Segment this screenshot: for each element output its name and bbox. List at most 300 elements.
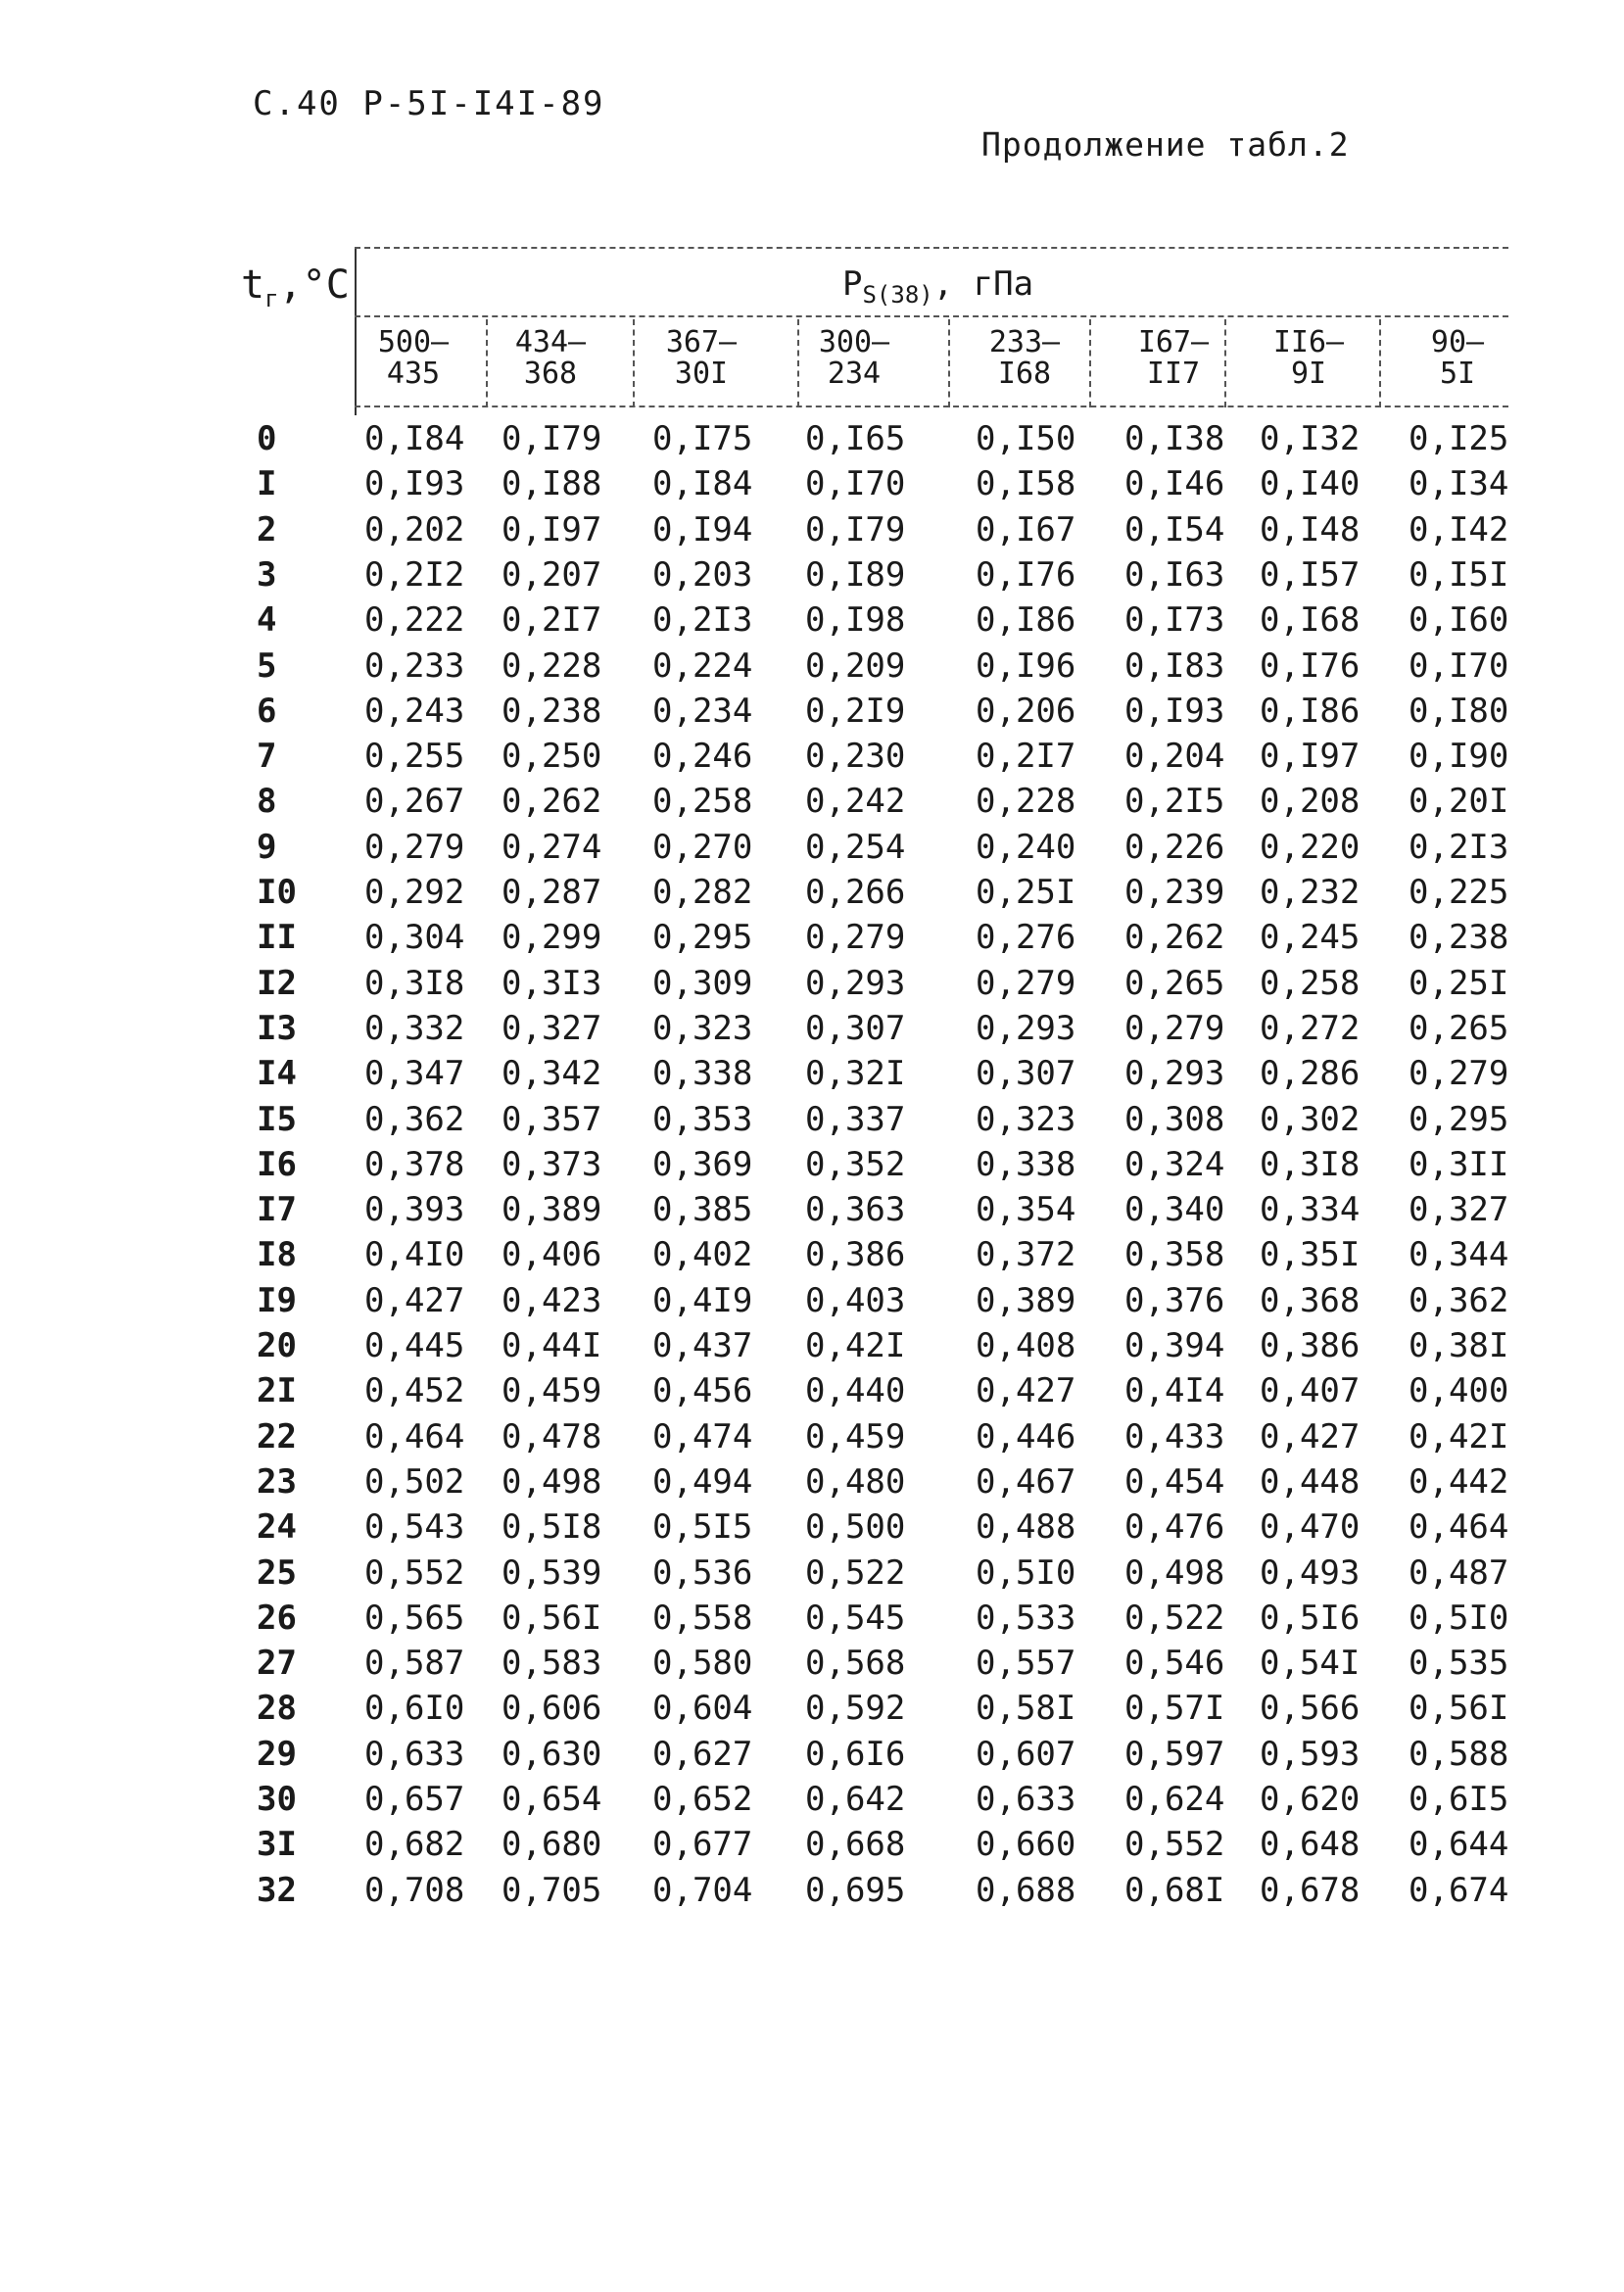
- value-cell: 0,545: [805, 1598, 906, 1638]
- column-header: II6– 9I: [1272, 325, 1345, 391]
- temperature-cell: 4: [257, 600, 277, 641]
- temperature-cell: 29: [257, 1734, 297, 1774]
- value-cell: 0,445: [364, 1326, 465, 1365]
- column-separator: [633, 319, 635, 407]
- value-cell: 0,593: [1260, 1734, 1361, 1774]
- value-cell: 0,68I: [1124, 1870, 1225, 1910]
- value-cell: 0,533: [976, 1598, 1076, 1638]
- value-cell: 0,I93: [1124, 691, 1225, 731]
- value-cell: 0,6I5: [1409, 1780, 1509, 1819]
- value-cell: 0,I89: [805, 554, 906, 595]
- value-cell: 0,2I7: [502, 600, 602, 641]
- value-cell: 0,I97: [1260, 737, 1361, 777]
- value-cell: 0,238: [502, 691, 602, 731]
- value-cell: 0,I75: [652, 419, 753, 458]
- temperature-cell: 8: [257, 782, 277, 822]
- value-cell: 0,234: [652, 691, 753, 731]
- value-cell: 0,607: [976, 1734, 1076, 1774]
- value-cell: 0,705: [502, 1870, 602, 1910]
- column-header: I67– II7: [1137, 325, 1210, 391]
- table-row: [0, 646, 1624, 692]
- value-cell: 0,I67: [976, 509, 1076, 549]
- value-cell: 0,389: [502, 1190, 602, 1230]
- value-cell: 0,279: [1409, 1054, 1509, 1094]
- value-cell: 0,209: [805, 645, 906, 686]
- value-cell: 0,35I: [1260, 1235, 1361, 1275]
- value-cell: 0,606: [502, 1689, 602, 1729]
- row-header-label: $t_г,^\circ С$: [241, 263, 350, 312]
- value-cell: 0,323: [652, 1008, 753, 1048]
- temperature-cell: 26: [257, 1598, 297, 1638]
- column-separator: [948, 319, 950, 407]
- table-row: [0, 1417, 1624, 1462]
- value-cell: 0,246: [652, 737, 753, 777]
- temperature-cell: 25: [257, 1552, 297, 1593]
- value-cell: 0,I34: [1409, 464, 1509, 504]
- table-row: [0, 1599, 1624, 1644]
- temperature-cell: II: [257, 918, 297, 958]
- table-row: [0, 1145, 1624, 1190]
- column-separator: [797, 319, 799, 407]
- value-cell: 0,478: [502, 1416, 602, 1456]
- column-header: 90– 5I: [1430, 325, 1485, 391]
- table-row: [0, 600, 1624, 645]
- value-cell: 0,565: [364, 1598, 465, 1638]
- value-cell: 0,583: [502, 1644, 602, 1684]
- value-cell: 0,207: [502, 554, 602, 595]
- temperature-cell: 2I: [257, 1371, 297, 1411]
- table-row: [0, 1371, 1624, 1416]
- table-row: [0, 1825, 1624, 1870]
- value-cell: 0,423: [502, 1280, 602, 1320]
- value-cell: 0,I76: [976, 554, 1076, 595]
- value-cell: 0,688: [976, 1870, 1076, 1910]
- temperature-cell: I5: [257, 1099, 297, 1139]
- temperature-cell: I3: [257, 1008, 297, 1048]
- value-cell: 0,307: [805, 1008, 906, 1048]
- value-cell: 0,580: [652, 1644, 753, 1684]
- value-cell: 0,292: [364, 873, 465, 912]
- value-cell: 0,204: [1124, 737, 1225, 777]
- value-cell: 0,20I: [1409, 782, 1509, 822]
- value-cell: 0,2I2: [364, 554, 465, 595]
- value-cell: 0,I5I: [1409, 554, 1509, 595]
- value-cell: 0,427: [976, 1371, 1076, 1411]
- value-cell: 0,568: [805, 1644, 906, 1684]
- value-cell: 0,498: [1124, 1552, 1225, 1593]
- value-cell: 0,552: [1124, 1825, 1225, 1865]
- value-cell: 0,I65: [805, 419, 906, 458]
- temperature-cell: 22: [257, 1416, 297, 1456]
- value-cell: 0,I86: [1260, 691, 1361, 731]
- value-cell: 0,592: [805, 1689, 906, 1729]
- value-cell: 0,437: [652, 1326, 753, 1365]
- value-cell: 0,293: [976, 1008, 1076, 1048]
- value-cell: 0,232: [1260, 873, 1361, 912]
- value-cell: 0,464: [1409, 1507, 1509, 1548]
- temperature-cell: I2: [257, 963, 297, 1003]
- value-cell: 0,597: [1124, 1734, 1225, 1774]
- table-row: [0, 1100, 1624, 1145]
- temperature-cell: I8: [257, 1235, 297, 1275]
- value-cell: 0,203: [652, 554, 753, 595]
- value-cell: 0,476: [1124, 1507, 1225, 1548]
- value-cell: 0,240: [976, 827, 1076, 867]
- value-cell: 0,353: [652, 1099, 753, 1139]
- value-cell: 0,5I6: [1260, 1598, 1361, 1638]
- value-cell: 0,668: [805, 1825, 906, 1865]
- value-cell: 0,262: [1124, 918, 1225, 958]
- value-cell: 0,230: [805, 737, 906, 777]
- value-cell: 0,442: [1409, 1461, 1509, 1502]
- temperature-cell: 7: [257, 737, 277, 777]
- value-cell: 0,587: [364, 1644, 465, 1684]
- value-cell: 0,2I9: [805, 691, 906, 731]
- value-cell: 0,394: [1124, 1326, 1225, 1365]
- table-row: [0, 1553, 1624, 1599]
- temperature-cell: 24: [257, 1507, 297, 1548]
- table-row: [0, 692, 1624, 737]
- value-cell: 0,295: [1409, 1099, 1509, 1139]
- value-cell: 0,I70: [1409, 645, 1509, 686]
- value-cell: 0,627: [652, 1734, 753, 1774]
- value-cell: 0,279: [805, 918, 906, 958]
- value-cell: 0,239: [1124, 873, 1225, 912]
- value-cell: 0,245: [1260, 918, 1361, 958]
- value-cell: 0,307: [976, 1054, 1076, 1094]
- value-cell: 0,265: [1124, 963, 1225, 1003]
- value-cell: 0,459: [502, 1371, 602, 1411]
- value-cell: 0,624: [1124, 1780, 1225, 1819]
- value-cell: 0,630: [502, 1734, 602, 1774]
- value-cell: 0,I80: [1409, 691, 1509, 731]
- value-cell: 0,338: [976, 1144, 1076, 1184]
- value-cell: 0,440: [805, 1371, 906, 1411]
- value-cell: 0,403: [805, 1280, 906, 1320]
- table-continuation-title: Продолжение табл.2: [981, 125, 1350, 164]
- value-cell: 0,2I3: [652, 600, 753, 641]
- value-cell: 0,I86: [976, 600, 1076, 641]
- value-cell: 0,57I: [1124, 1689, 1225, 1729]
- value-cell: 0,2I5: [1124, 782, 1225, 822]
- value-cell: 0,342: [502, 1054, 602, 1094]
- value-cell: 0,279: [976, 963, 1076, 1003]
- table-row: [0, 1507, 1624, 1552]
- table-row: [0, 510, 1624, 555]
- table-row: [0, 1644, 1624, 1689]
- value-cell: 0,I90: [1409, 737, 1509, 777]
- value-cell: 0,427: [364, 1280, 465, 1320]
- value-cell: 0,293: [1124, 1054, 1225, 1094]
- value-cell: 0,474: [652, 1416, 753, 1456]
- value-cell: 0,42I: [1409, 1416, 1509, 1456]
- value-cell: 0,I76: [1260, 645, 1361, 686]
- value-cell: 0,5I0: [976, 1552, 1076, 1593]
- value-cell: 0,I63: [1124, 554, 1225, 595]
- value-cell: 0,338: [652, 1054, 753, 1094]
- column-header: 500– 435: [377, 325, 450, 391]
- value-cell: 0,340: [1124, 1190, 1225, 1230]
- value-cell: 0,464: [364, 1416, 465, 1456]
- value-cell: 0,498: [502, 1461, 602, 1502]
- table-row: [0, 555, 1624, 600]
- value-cell: 0,I46: [1124, 464, 1225, 504]
- value-cell: 0,677: [652, 1825, 753, 1865]
- value-cell: 0,680: [502, 1825, 602, 1865]
- value-cell: 0,500: [805, 1507, 906, 1548]
- value-cell: 0,386: [1260, 1326, 1361, 1365]
- value-cell: 0,267: [364, 782, 465, 822]
- value-cell: 0,376: [1124, 1280, 1225, 1320]
- value-cell: 0,I25: [1409, 419, 1509, 458]
- value-cell: 0,250: [502, 737, 602, 777]
- value-cell: 0,327: [502, 1008, 602, 1048]
- value-cell: 0,243: [364, 691, 465, 731]
- value-cell: 0,494: [652, 1461, 753, 1502]
- value-cell: 0,282: [652, 873, 753, 912]
- table-row: [0, 1009, 1624, 1054]
- value-cell: 0,I70: [805, 464, 906, 504]
- temperature-cell: 0: [257, 419, 277, 458]
- table-row: [0, 1871, 1624, 1916]
- value-cell: 0,202: [364, 509, 465, 549]
- value-cell: 0,I60: [1409, 600, 1509, 641]
- value-cell: 0,I57: [1260, 554, 1361, 595]
- value-cell: 0,220: [1260, 827, 1361, 867]
- temperature-cell: 27: [257, 1644, 297, 1684]
- value-cell: 0,535: [1409, 1644, 1509, 1684]
- value-cell: 0,674: [1409, 1870, 1509, 1910]
- value-cell: 0,25I: [976, 873, 1076, 912]
- table-row: [0, 1780, 1624, 1825]
- value-cell: 0,327: [1409, 1190, 1509, 1230]
- table-row: [0, 1462, 1624, 1507]
- table-row: [0, 873, 1624, 918]
- value-cell: 0,648: [1260, 1825, 1361, 1865]
- value-cell: 0,224: [652, 645, 753, 686]
- value-cell: 0,362: [1409, 1280, 1509, 1320]
- temperature-cell: 23: [257, 1461, 297, 1502]
- value-cell: 0,323: [976, 1099, 1076, 1139]
- value-cell: 0,I38: [1124, 419, 1225, 458]
- temperature-cell: I0: [257, 873, 297, 912]
- table-row: [0, 918, 1624, 963]
- value-cell: 0,I93: [364, 464, 465, 504]
- value-cell: 0,4I4: [1124, 1371, 1225, 1411]
- value-cell: 0,470: [1260, 1507, 1361, 1548]
- value-cell: 0,588: [1409, 1734, 1509, 1774]
- value-cell: 0,5I8: [502, 1507, 602, 1548]
- value-cell: 0,254: [805, 827, 906, 867]
- value-cell: 0,386: [805, 1235, 906, 1275]
- value-cell: 0,32I: [805, 1054, 906, 1094]
- temperature-cell: I7: [257, 1190, 297, 1230]
- value-cell: 0,I79: [805, 509, 906, 549]
- value-cell: 0,368: [1260, 1280, 1361, 1320]
- value-cell: 0,262: [502, 782, 602, 822]
- column-separator: [1089, 319, 1091, 407]
- value-cell: 0,678: [1260, 1870, 1361, 1910]
- table-top-rule: [355, 247, 1508, 249]
- value-cell: 0,225: [1409, 873, 1509, 912]
- value-cell: 0,226: [1124, 827, 1225, 867]
- value-cell: 0,337: [805, 1099, 906, 1139]
- value-cell: 0,38I: [1409, 1326, 1509, 1365]
- table-row: [0, 1054, 1624, 1099]
- value-cell: 0,286: [1260, 1054, 1361, 1094]
- value-cell: 0,354: [976, 1190, 1076, 1230]
- temperature-cell: I6: [257, 1144, 297, 1184]
- value-cell: 0,557: [976, 1644, 1076, 1684]
- value-cell: 0,378: [364, 1144, 465, 1184]
- value-cell: 0,448: [1260, 1461, 1361, 1502]
- value-cell: 0,467: [976, 1461, 1076, 1502]
- value-cell: 0,347: [364, 1054, 465, 1094]
- value-cell: 0,276: [976, 918, 1076, 958]
- value-cell: 0,400: [1409, 1371, 1509, 1411]
- value-cell: 0,657: [364, 1780, 465, 1819]
- value-cell: 0,299: [502, 918, 602, 958]
- value-cell: 0,344: [1409, 1235, 1509, 1275]
- temperature-cell: I4: [257, 1054, 297, 1094]
- value-cell: 0,I68: [1260, 600, 1361, 641]
- value-cell: 0,I83: [1124, 645, 1225, 686]
- value-cell: 0,604: [652, 1689, 753, 1729]
- temperature-cell: 20: [257, 1326, 297, 1365]
- temperature-cell: 9: [257, 827, 277, 867]
- value-cell: 0,546: [1124, 1644, 1225, 1684]
- value-cell: 0,3I8: [1260, 1144, 1361, 1184]
- table-row: [0, 1326, 1624, 1371]
- table-row: [0, 828, 1624, 873]
- value-cell: 0,I94: [652, 509, 753, 549]
- value-cell: 0,279: [1124, 1008, 1225, 1048]
- value-cell: 0,44I: [502, 1326, 602, 1365]
- value-cell: 0,308: [1124, 1099, 1225, 1139]
- column-separator: [1379, 319, 1381, 407]
- value-cell: 0,660: [976, 1825, 1076, 1865]
- value-cell: 0,2I7: [976, 737, 1076, 777]
- value-cell: 0,433: [1124, 1416, 1225, 1456]
- value-cell: 0,206: [976, 691, 1076, 731]
- column-header: 300– 234: [818, 325, 890, 391]
- value-cell: 0,522: [1124, 1598, 1225, 1638]
- value-cell: 0,408: [976, 1326, 1076, 1365]
- value-cell: 0,5I5: [652, 1507, 753, 1548]
- value-cell: 0,369: [652, 1144, 753, 1184]
- value-cell: 0,493: [1260, 1552, 1361, 1593]
- value-cell: 0,6I6: [805, 1734, 906, 1774]
- temperature-cell: 2: [257, 509, 277, 549]
- value-cell: 0,I96: [976, 645, 1076, 686]
- value-cell: 0,56I: [1409, 1689, 1509, 1729]
- value-cell: 0,233: [364, 645, 465, 686]
- value-cell: 0,3II: [1409, 1144, 1509, 1184]
- value-cell: 0,407: [1260, 1371, 1361, 1411]
- value-cell: 0,56I: [502, 1598, 602, 1638]
- table-row: [0, 1235, 1624, 1280]
- temperature-cell: 3: [257, 554, 277, 595]
- value-cell: 0,228: [976, 782, 1076, 822]
- value-cell: 0,620: [1260, 1780, 1361, 1819]
- table-row: [0, 737, 1624, 782]
- column-separator: [486, 319, 488, 407]
- value-cell: 0,287: [502, 873, 602, 912]
- value-cell: 0,208: [1260, 782, 1361, 822]
- value-cell: 0,274: [502, 827, 602, 867]
- value-cell: 0,406: [502, 1235, 602, 1275]
- value-cell: 0,222: [364, 600, 465, 641]
- column-header-rule: [355, 315, 1508, 317]
- value-cell: 0,258: [1260, 963, 1361, 1003]
- value-cell: 0,I84: [364, 419, 465, 458]
- value-cell: 0,456: [652, 1371, 753, 1411]
- value-cell: 0,480: [805, 1461, 906, 1502]
- value-cell: 0,385: [652, 1190, 753, 1230]
- value-cell: 0,393: [364, 1190, 465, 1230]
- value-cell: 0,536: [652, 1552, 753, 1593]
- value-cell: 0,238: [1409, 918, 1509, 958]
- value-cell: 0,427: [1260, 1416, 1361, 1456]
- value-cell: 0,5I0: [1409, 1598, 1509, 1638]
- value-cell: 0,I40: [1260, 464, 1361, 504]
- column-header: 367– 30I: [665, 325, 738, 391]
- table-row: [0, 419, 1624, 464]
- value-cell: 0,302: [1260, 1099, 1361, 1139]
- value-cell: 0,566: [1260, 1689, 1361, 1729]
- value-cell: 0,I98: [805, 600, 906, 641]
- value-cell: 0,357: [502, 1099, 602, 1139]
- page-code: С.40 Р-5I-I4I-89: [253, 84, 605, 123]
- value-cell: 0,I54: [1124, 509, 1225, 549]
- value-cell: 0,272: [1260, 1008, 1361, 1048]
- value-cell: 0,265: [1409, 1008, 1509, 1048]
- value-cell: 0,3I3: [502, 963, 602, 1003]
- value-cell: 0,I84: [652, 464, 753, 504]
- table-row: [0, 464, 1624, 509]
- value-cell: 0,522: [805, 1552, 906, 1593]
- value-cell: 0,258: [652, 782, 753, 822]
- value-cell: 0,642: [805, 1780, 906, 1819]
- value-cell: 0,304: [364, 918, 465, 958]
- value-cell: 0,633: [364, 1734, 465, 1774]
- value-cell: 0,543: [364, 1507, 465, 1548]
- temperature-cell: 28: [257, 1689, 297, 1729]
- value-cell: 0,389: [976, 1280, 1076, 1320]
- value-cell: 0,266: [805, 873, 906, 912]
- temperature-cell: 6: [257, 691, 277, 731]
- temperature-cell: 3I: [257, 1825, 297, 1865]
- value-cell: 0,654: [502, 1780, 602, 1819]
- value-cell: 0,363: [805, 1190, 906, 1230]
- column-separator: [1224, 319, 1226, 407]
- value-cell: 0,358: [1124, 1235, 1225, 1275]
- column-header: 233– I68: [988, 325, 1061, 391]
- value-cell: 0,334: [1260, 1190, 1361, 1230]
- value-cell: 0,644: [1409, 1825, 1509, 1865]
- value-cell: 0,6I0: [364, 1689, 465, 1729]
- value-cell: 0,4I9: [652, 1280, 753, 1320]
- value-cell: 0,552: [364, 1552, 465, 1593]
- value-cell: 0,695: [805, 1870, 906, 1910]
- value-cell: 0,I32: [1260, 419, 1361, 458]
- value-cell: 0,3I8: [364, 963, 465, 1003]
- group-header-label: $Р_{S(38)}$, гПа: [842, 264, 1034, 309]
- table-row: [0, 964, 1624, 1009]
- value-cell: 0,54I: [1260, 1644, 1361, 1684]
- table-row: [0, 1281, 1624, 1326]
- value-cell: 0,446: [976, 1416, 1076, 1456]
